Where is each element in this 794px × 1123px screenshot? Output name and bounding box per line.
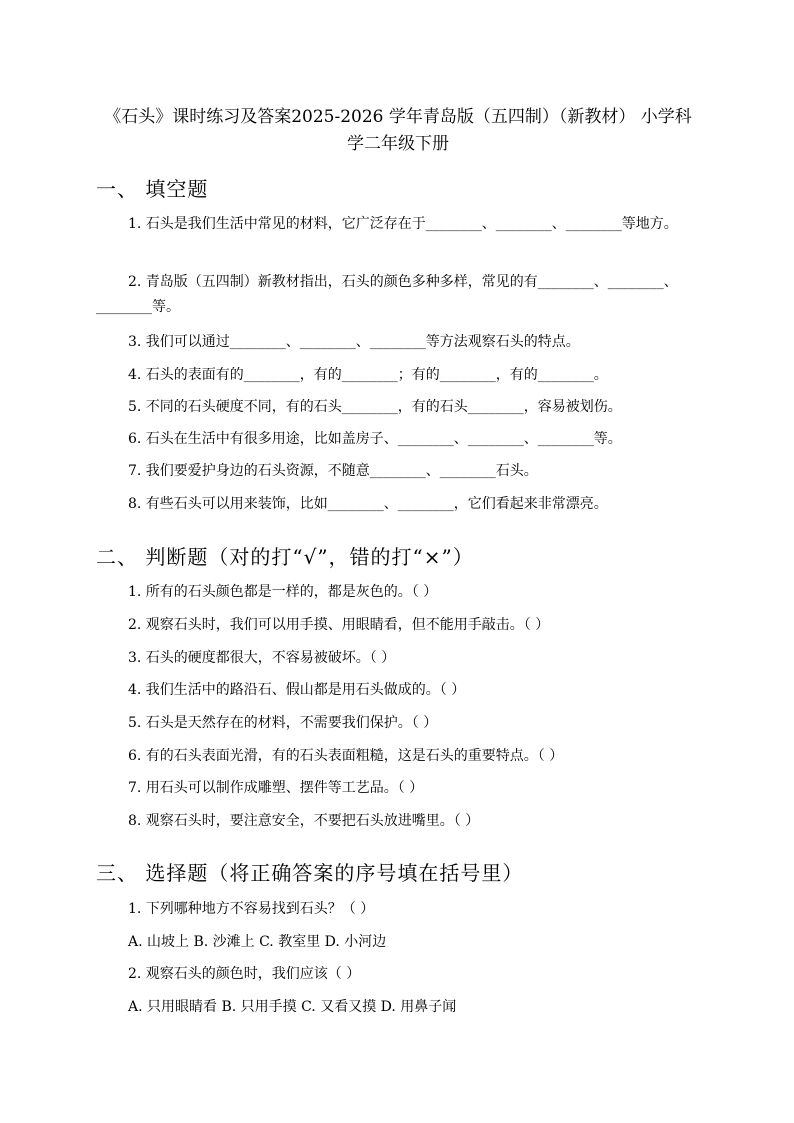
question-item: 7. 我们要爱护身边的石头资源，不随意________、________石头。 <box>128 463 538 479</box>
question-item: 2. 青岛版（五四制）新教材指出，石头的颜色多种多样，常见的有________、________、________等。 <box>96 274 678 315</box>
section-heading-true-false: 二、 判断题（对的打“√”，错的打“×”） <box>96 545 474 569</box>
question-item: 8. 有些石头可以用来装饰，比如________、________，它们看起来非常漂亮。 <box>128 496 608 512</box>
section-heading-fill-blank: 一、 填空题 <box>96 177 209 201</box>
question-item: 6. 有的石头表面光滑，有的石头表面粗糙，这是石头的重要特点。（ ） <box>128 748 564 764</box>
question-item: 2. 观察石头时，我们可以用手摸、用眼睛看，但不能用手敲击。（ ） <box>128 617 550 633</box>
section-heading-multiple-choice: 三、 选择题（将正确答案的序号填在括号里） <box>96 861 524 885</box>
question-item: 6. 石头在生活中有很多用途，比如盖房子、________、________、________等。 <box>128 431 622 447</box>
question-item: 3. 石头的硬度都很大，不容易被破坏。（ ） <box>128 650 396 666</box>
answer-options: A. 只用眼睛看 B. 只用手摸 C. 又看又摸 D. 用鼻子闻 <box>128 999 457 1015</box>
question-item: 1. 下列哪种地方不容易找到石头？（ ） <box>128 901 375 917</box>
question-item: 4. 石头的表面有的________，有的________；有的________，有的________。 <box>128 367 608 383</box>
document-title: 《石头》课时练习及答案2025-2026 学年青岛版（五四制）（新教材） 小学科学二年级下册 <box>104 107 692 154</box>
question-item: 1. 所有的石头颜色都是一样的，都是灰色的。（ ） <box>128 584 438 600</box>
question-item: 7. 用石头可以制作成雕塑、摆件等工艺品。（ ） <box>128 780 424 796</box>
answer-options: A. 山坡上 B. 沙滩上 C. 教室里 D. 小河边 <box>128 934 387 950</box>
question-item: 4. 我们生活中的路沿石、假山都是用石头做成的。（ ） <box>128 682 466 698</box>
question-item: 5. 不同的石头硬度不同，有的石头________，有的石头________，容易被划伤。 <box>128 399 622 415</box>
question-item: 2. 观察石头的颜色时，我们应该（ ） <box>128 966 361 982</box>
question-item: 5. 石头是天然存在的材料，不需要我们保护。（ ） <box>128 715 438 731</box>
question-item: 3. 我们可以通过________、________、________等方法观察石头的特点。 <box>128 334 580 350</box>
question-item: 1. 石头是我们生活中常见的材料，它广泛存在于________、________、________等地方。 <box>128 216 678 232</box>
question-item: 8. 观察石头时，要注意安全，不要把石头放进嘴里。（ ） <box>128 813 480 829</box>
